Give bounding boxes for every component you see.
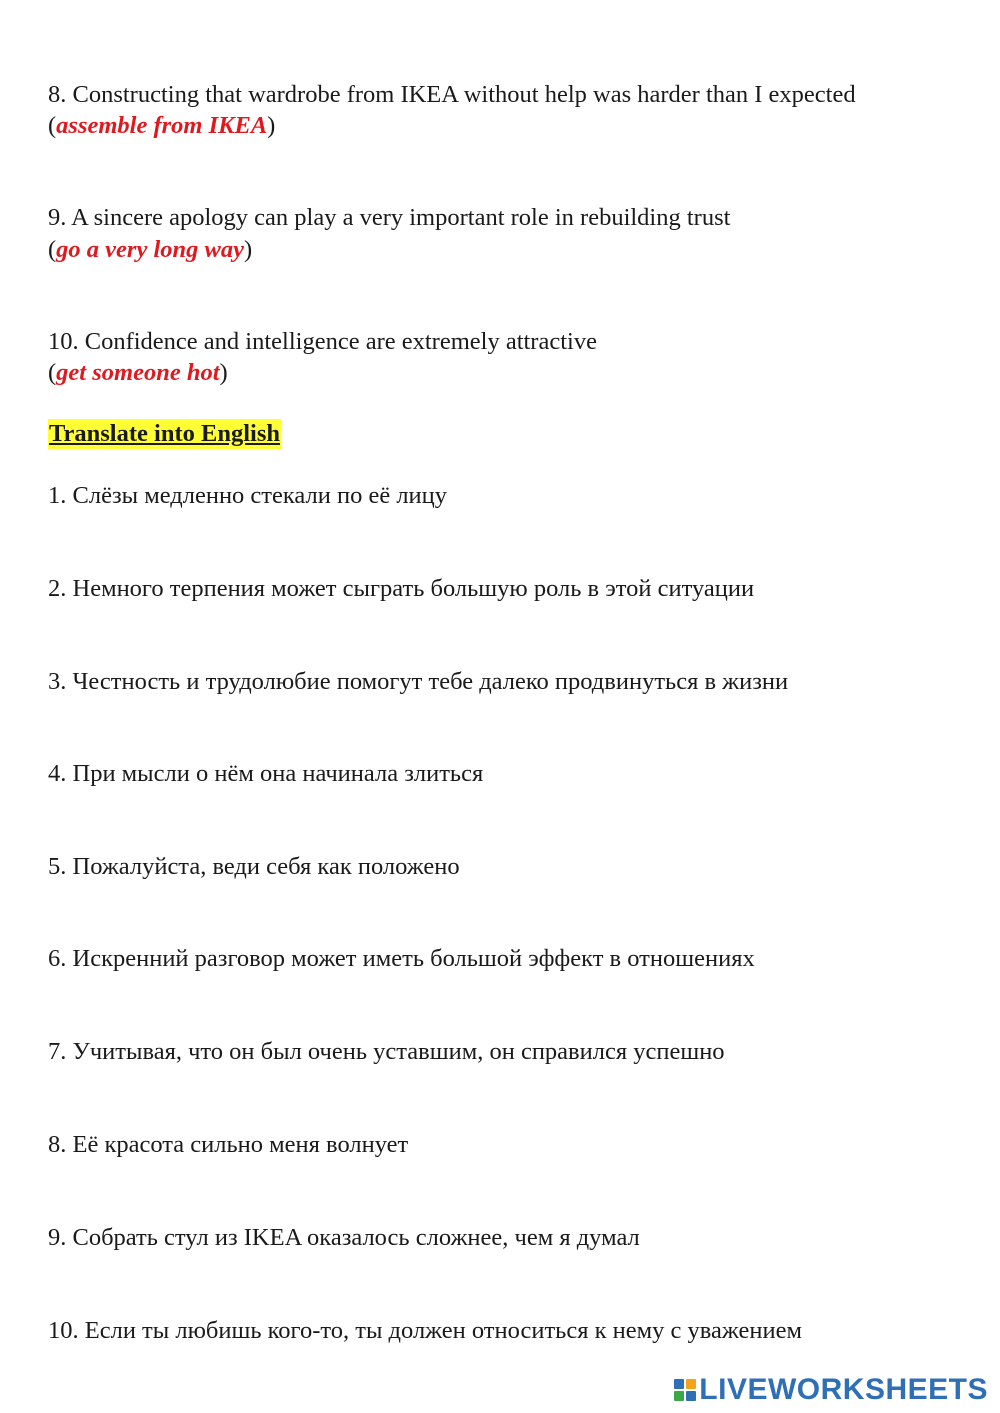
translate-item-6: 6. Искренний разговор может иметь большой эффект в отношениях: [48, 945, 755, 972]
paraphrase-item-8: 8. Constructing that wardrobe from IKEA without help was harder than I expected: [48, 81, 856, 108]
translate-item-7: 7. Учитывая, что он был очень уставшим, он справился успешно: [48, 1038, 725, 1065]
translate-item-8: 8. Её красота сильно меня волнует: [48, 1131, 409, 1158]
hint-phrase: get someone hot: [56, 359, 220, 386]
paraphrase-hint-10: (get someone hot): [48, 359, 228, 386]
liveworksheets-logo: [674, 1375, 988, 1405]
paraphrase-item-9: 9. A sincere apology can play a very important role in rebuilding trust: [48, 204, 731, 231]
paraphrase-hint-8: (assemble from IKEA): [48, 112, 276, 139]
logo-text: LIVEWORKSHEETS: [699, 1373, 988, 1406]
section-heading: Translate into English: [49, 420, 280, 447]
translate-item-5: 5. Пожалуйста, веди себя как положено: [48, 853, 460, 880]
translate-item-2: 2. Немного терпения может сыграть большую роль в этой ситуации: [48, 575, 755, 602]
translate-item-1: 1. Слёзы медленно стекали по её лицу: [48, 482, 448, 509]
hint-phrase: assemble from IKEA: [56, 112, 268, 139]
translate-item-3: 3. Честность и трудолюбие помогут тебе далеко продвинуться в жизни: [48, 668, 789, 695]
translate-item-10: 10. Если ты любишь кого-то, ты должен относиться к нему с уважением: [48, 1317, 802, 1344]
translate-item-4: 4. При мысли о нём она начинала злиться: [48, 760, 484, 787]
hint-phrase: go a very long way: [56, 236, 244, 263]
translate-item-9: 9. Собрать стул из IKEA оказалось сложнее, чем я думал: [48, 1224, 640, 1251]
liveworksheets-logo-icon: [674, 1379, 696, 1401]
paraphrase-hint-9: (go a very long way): [48, 236, 253, 263]
paraphrase-item-10: 10. Confidence and intelligence are extremely attractive: [48, 328, 597, 355]
